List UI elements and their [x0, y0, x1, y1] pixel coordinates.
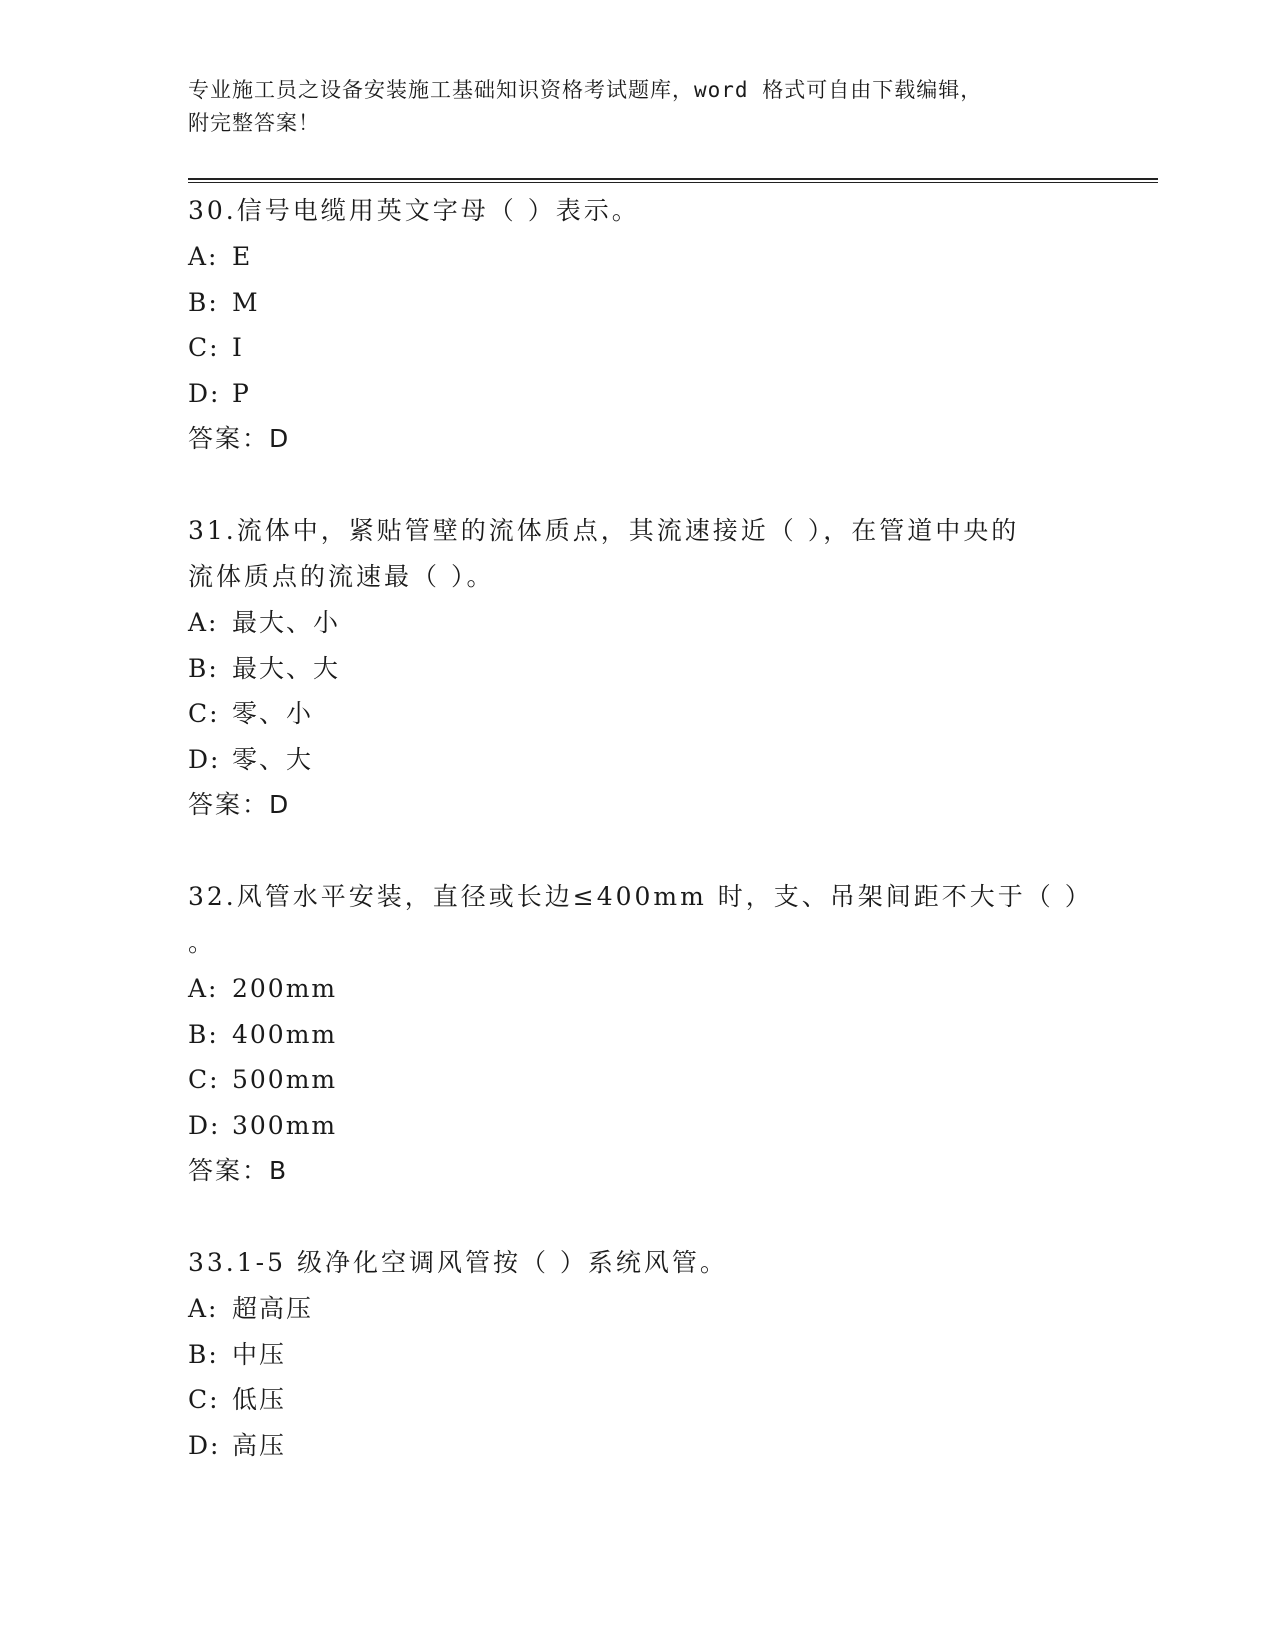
answer-key: 答案：B: [188, 1156, 289, 1185]
question-stem: 32.风管水平安装，直径或长边≤400mm 时，支、吊架间距不大于（ ）: [188, 882, 1093, 911]
answer-option: [188, 600, 1088, 646]
question-stem: 30.信号电缆用英文字母（ ）表示。: [188, 196, 640, 225]
option-text: 中压: [232, 1339, 287, 1369]
option-text: 低压: [232, 1385, 287, 1414]
option-letter: D:: [188, 378, 221, 408]
answer-option: [188, 234, 1088, 280]
option-letter: C:: [188, 333, 220, 362]
option-letter: D:: [188, 744, 221, 774]
option-letter: A:: [188, 974, 219, 1003]
question-block: [188, 874, 1093, 1194]
option-letter: C:: [188, 1385, 220, 1414]
option-text: I: [232, 333, 244, 362]
question-stem: 流体质点的流速最（ ）。: [188, 562, 495, 591]
answer-option: [188, 646, 1088, 692]
option-text: 高压: [232, 1430, 287, 1460]
option-letter: A:: [188, 608, 219, 637]
question-block: [188, 1240, 1088, 1468]
option-text: 200mm: [232, 974, 338, 1003]
option-letter: B:: [188, 653, 219, 683]
answer-option: [188, 1377, 1088, 1423]
answer-option: [188, 737, 1088, 783]
answer-option: [188, 1332, 1088, 1378]
option-letter: C:: [188, 699, 220, 728]
option-text: 300mm: [232, 1110, 338, 1140]
option-text: 500mm: [232, 1065, 338, 1094]
answer-option: [188, 1103, 1088, 1149]
answer-option: [188, 1057, 1088, 1103]
answer-option: [188, 325, 1088, 371]
option-text: 超高压: [232, 1294, 314, 1323]
answer-option: [188, 966, 1088, 1012]
option-letter: A:: [188, 1294, 219, 1323]
option-text: M: [232, 287, 260, 317]
option-letter: B:: [188, 1019, 219, 1049]
option-letter: A:: [188, 242, 219, 271]
header-line-2: 附完整答案！: [188, 111, 320, 135]
question-block: [188, 508, 1088, 828]
answer-option: [188, 371, 1088, 417]
question-stem: 。: [188, 928, 217, 957]
option-text: 最大、大: [232, 653, 341, 683]
answer-key: 答案：D: [188, 424, 291, 453]
answer-option: [188, 1286, 1088, 1332]
option-text: 最大、小: [232, 608, 341, 637]
option-text: 零、大: [232, 744, 314, 774]
question-list: [188, 188, 1093, 1514]
answer-option: [188, 1423, 1088, 1469]
question-stem: 31.流体中，紧贴管壁的流体质点，其流速接近（ ），在管道中央的: [188, 516, 1020, 545]
answer-option: [188, 691, 1088, 737]
option-text: E: [232, 242, 253, 271]
option-letter: B:: [188, 287, 219, 317]
option-letter: C:: [188, 1065, 220, 1094]
option-letter: D:: [188, 1110, 221, 1140]
question-stem: 33.1-5 级净化空调风管按（ ）系统风管。: [188, 1248, 728, 1277]
option-letter: D:: [188, 1430, 221, 1460]
answer-option: [188, 280, 1088, 326]
header-divider: [188, 178, 1158, 183]
option-letter: B:: [188, 1339, 219, 1369]
question-block: [188, 188, 1088, 462]
option-text: 零、小: [232, 699, 314, 728]
answer-key: 答案：D: [188, 790, 291, 819]
option-text: P: [232, 378, 251, 408]
option-text: 400mm: [232, 1019, 338, 1049]
document-header: [188, 74, 1088, 140]
answer-option: [188, 1012, 1088, 1058]
header-line-1: 专业施工员之设备安装施工基础知识资格考试题库，word 格式可自由下载编辑，: [188, 78, 983, 102]
